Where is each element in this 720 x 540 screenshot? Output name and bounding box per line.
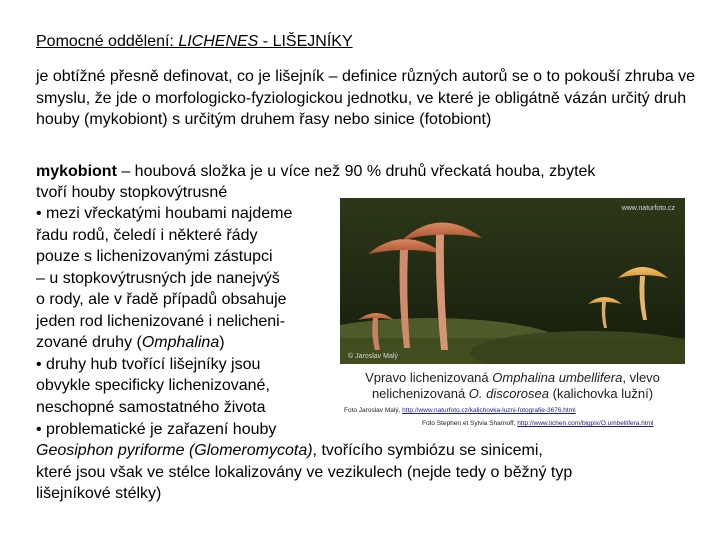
credit-1-text: Foto Jaroslav Malý, <box>344 407 403 414</box>
body-line-9-pre: zované druhy ( <box>36 334 142 351</box>
body-line-14-text: , tvořícího symbiózu se sinicemi, <box>312 442 543 459</box>
body-line-9-post: ) <box>219 334 225 351</box>
caption-line-1 <box>340 370 685 386</box>
caption-species-1: Omphalina umbellifera <box>492 370 623 385</box>
credit-2-text: Foto Stephen et Sylvia Sharnoff, <box>422 420 518 427</box>
body-line-12: neschopné samostatného života <box>36 399 266 416</box>
title-prefix: Pomocné oddělení: <box>36 33 179 50</box>
bullet-1: • mezi vřeckatými houbami najdeme <box>36 205 293 222</box>
body-line-1 <box>36 163 595 181</box>
body-line-2: tvoří houby stopkovýtrusné <box>36 184 228 201</box>
photo-caption <box>340 370 685 402</box>
photo-watermark-top: www.naturfoto.cz <box>621 205 675 212</box>
caption-line-2-pre: nelichenizovaná <box>371 386 469 401</box>
body-line-4: řadu rodů, čeledí i některé řády <box>36 227 258 244</box>
body-line-8: jeden rod lichenizované i nelicheni- <box>36 313 286 330</box>
omphalina-term: Omphalina <box>141 334 220 351</box>
mykobiont-term: mykobiont <box>36 163 117 180</box>
intro-paragraph: je obtížné přesně definovat, co je lišejník – definice různých autorů se o to pokouší zhruba ve smyslu, že jde o morfologicko-fyziologickou jednotku, ve které je obligátně vázán určitý druh houby (mykobiont) s určitým druhem řasy nebo sinice (fotobiont) <box>36 68 696 128</box>
mushroom-photo <box>340 198 685 364</box>
body-line-14 <box>36 442 543 460</box>
caption-line-2-post: (kalichovka lužní) <box>549 386 654 401</box>
body-line-1-text: – houbová složka je u více než 90 % druhů vřeckatá houba, zbytek <box>116 163 596 180</box>
photo-credit-2 <box>422 420 653 427</box>
title-suffix: - LIŠEJNÍKY <box>258 33 353 50</box>
credit-2-link[interactable]: http://www.lichen.com/bigpix/O.umbellifera.html <box>517 420 654 427</box>
caption-line-2 <box>340 386 685 402</box>
bullet-3: • problematické je zařazení houby <box>36 421 277 438</box>
mushroom-illustration <box>340 198 685 364</box>
photo-watermark-bottom: © Jaroslav Malý <box>348 353 398 360</box>
body-line-16: lišejníkové stélky) <box>36 485 162 502</box>
caption-line-1-post: , vlevo <box>622 370 660 385</box>
title-latin: LICHENES <box>178 33 259 50</box>
page-title <box>36 33 353 51</box>
body-line-11: obvykle specificky lichenizované, <box>36 377 270 394</box>
photo-credit-1 <box>344 407 576 414</box>
body-line-15: které jsou však ve stélce lokalizovány ve vezikulech (nejde tedy o běžný typ <box>36 464 573 481</box>
caption-species-2: O. discorosea <box>468 386 549 401</box>
body-line-5: pouze s lichenizovanými zástupci <box>36 248 273 265</box>
body-line-9 <box>36 334 225 352</box>
bullet-2: • druhy hub tvořící lišejníky jsou <box>36 356 261 373</box>
credit-1-link[interactable]: http://www.naturfoto.cz/kalichovka-luzni-fotografie-3676.html <box>402 407 576 414</box>
body-line-6: – u stopkovýtrusných jde nanejvýš <box>36 270 280 287</box>
caption-line-1-pre: Vpravo lichenizovaná <box>365 370 493 385</box>
geosiphon-term: Geosiphon pyriforme (Glomeromycota) <box>36 442 313 459</box>
body-line-7: o rody, ale v řadě případů obsahuje <box>36 291 287 308</box>
